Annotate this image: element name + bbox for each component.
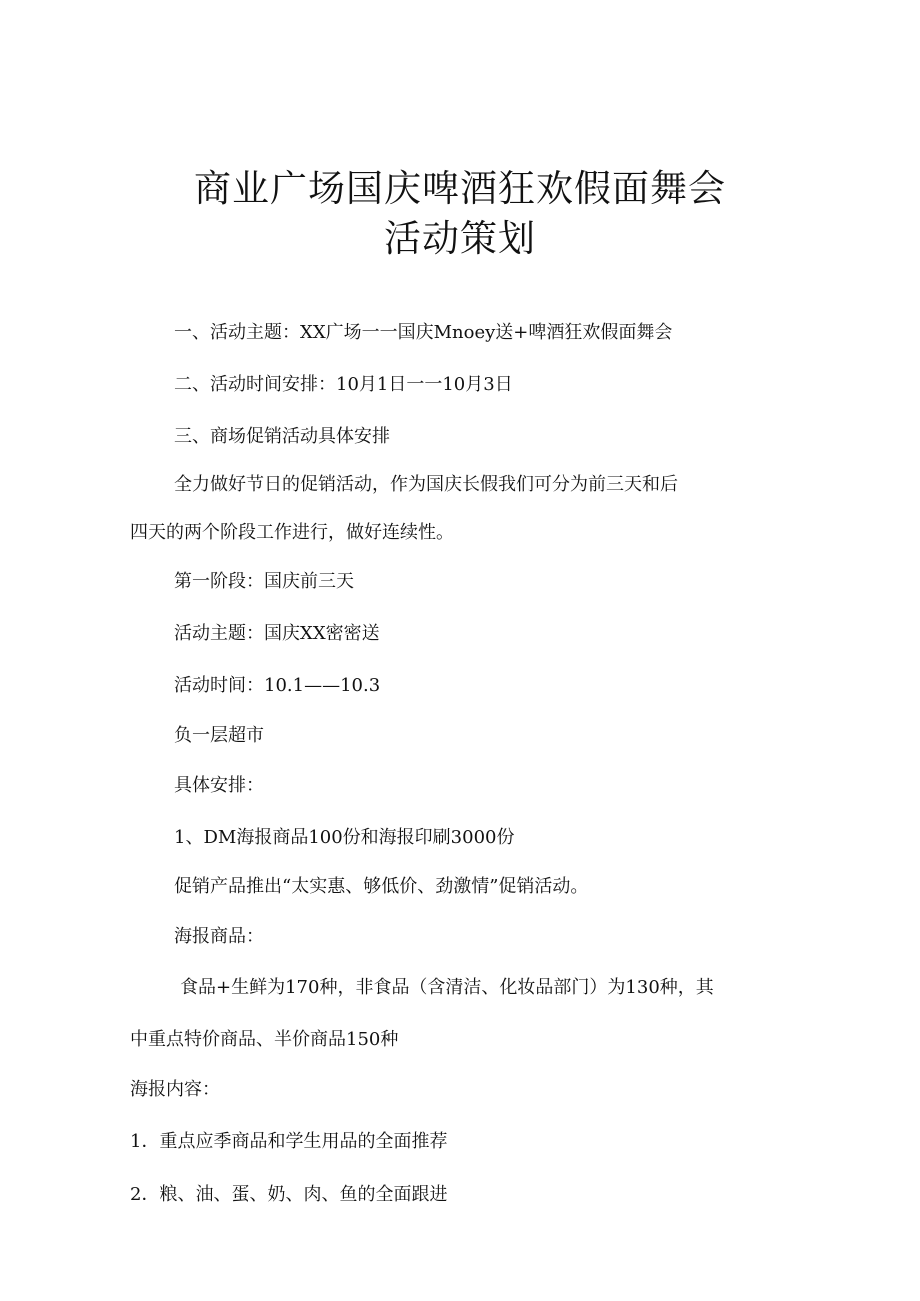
paragraph-activity-theme: 一、活动主题：XX广场一一国庆Mnoey送+啤酒狂欢假面舞会	[174, 322, 673, 343]
list-item-1: 1．重点应季商品和学生用品的全面推荐	[130, 1131, 448, 1152]
document-title-line-2: 活动策划	[384, 217, 536, 260]
paragraph-arrangement: 具体安排：	[174, 775, 264, 796]
paragraph-poster-content: 海报内容：	[130, 1079, 220, 1100]
paragraph-activity-time: 二、活动时间安排：10月1日一一10月3日	[174, 374, 513, 395]
paragraph-poster-goods: 海报商品：	[174, 926, 264, 947]
paragraph-phase-one: 第一阶段：国庆前三天	[174, 571, 354, 592]
paragraph-phase-time: 活动时间：10.1——10.3	[174, 675, 381, 696]
paragraph-dm-poster: 1、DM海报商品100份和海报印刷3000份	[174, 827, 515, 848]
list-item-2: 2．粮、油、蛋、奶、肉、鱼的全面跟进	[130, 1184, 448, 1205]
paragraph-promotion: 促销产品推出“太实惠、够低价、劲激情”促销活动。	[174, 876, 589, 897]
paragraph-section-three: 三、商场促销活动具体安排	[174, 426, 390, 447]
paragraph-phase-theme: 活动主题：国庆XX密密送	[174, 623, 380, 644]
document-title-line-1: 商业广场国庆啤酒狂欢假面舞会	[194, 167, 726, 210]
paragraph-basement-supermarket: 负一层超市	[174, 725, 264, 746]
paragraph-goods-count-line-2: 中重点特价商品、半价商品150种	[130, 1029, 399, 1050]
paragraph-intro-line-1: 全力做好节日的促销活动，作为国庆长假我们可分为前三天和后	[174, 474, 678, 495]
paragraph-intro-line-2: 四天的两个阶段工作进行，做好连续性。	[130, 522, 454, 543]
paragraph-goods-count-line-1: 食品+生鲜为170种，非食品（含清洁、化妆品部门）为130种，其	[180, 977, 714, 998]
